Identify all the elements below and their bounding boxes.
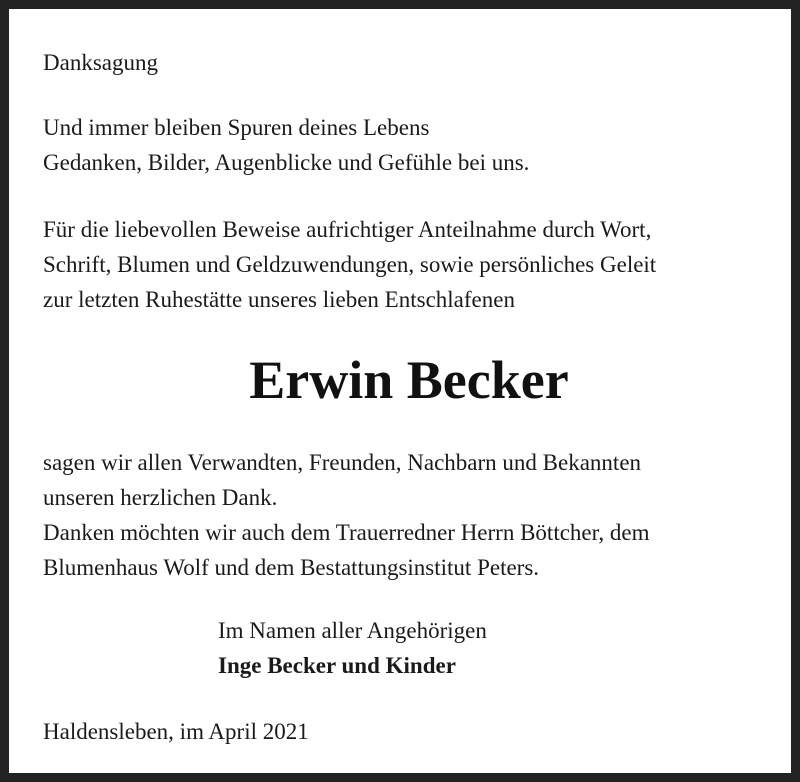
thanks-line: Blumenhaus Wolf und dem Bestattungsinstitut Peters. <box>43 555 540 580</box>
intro-line: zur letzten Ruhestätte unseres lieben Entschlafenen <box>43 287 515 312</box>
place-date: Haldensleben, im April 2021 <box>43 719 309 744</box>
thanks-line: Danken möchten wir auch dem Trauerredner Herrn Böttcher, dem <box>43 520 650 545</box>
thanks-line: sagen wir allen Verwandten, Freunden, Nachbarn und Bekannten <box>43 450 642 475</box>
signature-line: Im Namen aller Angehörigen <box>218 618 487 643</box>
thanks-paragraph <box>43 445 649 585</box>
deceased-name: Erwin Becker <box>249 350 569 410</box>
verse-line: Gedanken, Bilder, Augenblicke und Gefühle bei uns. <box>43 150 530 175</box>
signature-block <box>218 613 487 683</box>
verse-line: Und immer bleiben Spuren deines Lebens <box>43 115 430 140</box>
thanks-line: unseren herzlichen Dank. <box>43 485 278 510</box>
signature-names: Inge Becker und Kinder <box>218 653 456 678</box>
intro-line: Für die liebevollen Beweise aufrichtiger Anteilnahme durch Wort, <box>43 217 652 242</box>
verse-paragraph <box>43 110 529 180</box>
intro-paragraph <box>43 212 656 317</box>
intro-line: Schrift, Blumen und Geldzuwendungen, sowie persönliches Geleit <box>43 252 657 277</box>
notice-heading: Danksagung <box>43 50 158 75</box>
